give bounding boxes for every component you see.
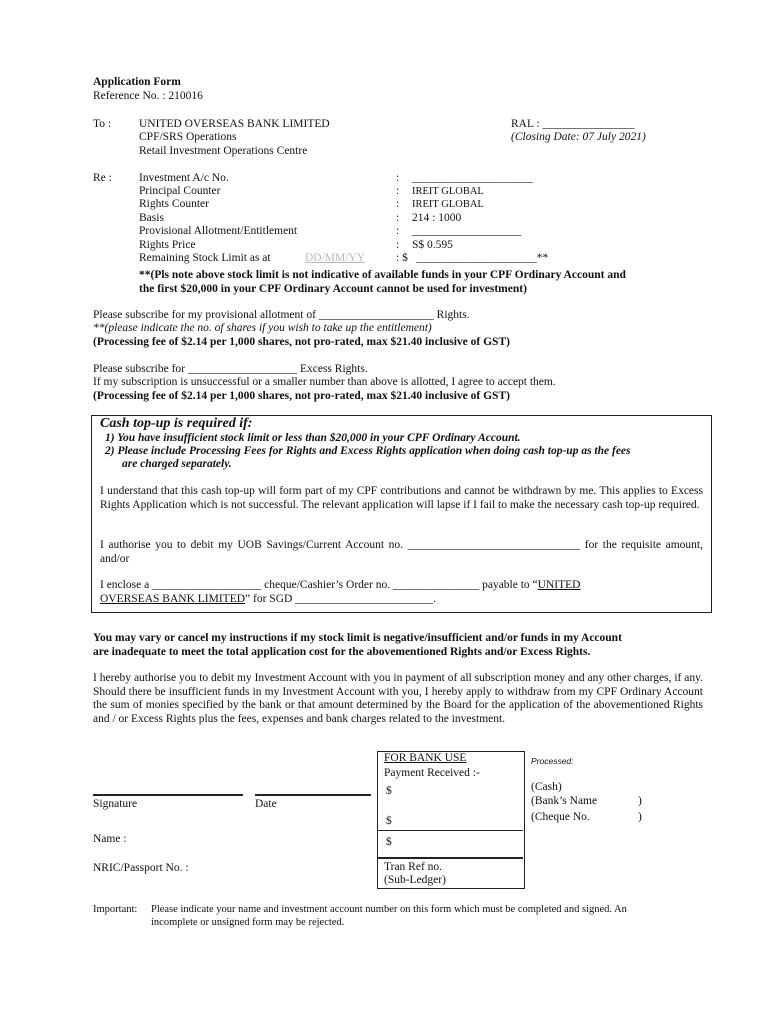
important-note: Please indicate your name and investment account number on this form which must be completed and signed. An [151,904,627,915]
important-label: Important: [93,904,138,915]
cash-topup-understanding: I understand that this cash top-up will form part of my CPF contributions and cannot be withdrawn by me. This applies to Excess Rights Application which is not successful. The relevant application will lapse if I fail to make the necessary cash top-up required. [100,485,703,511]
date-line[interactable] [255,794,371,796]
debit-authorisation-paragraph: I hereby authorise you to debit my Investment Account with you in payment of all subscription money and any other charges, if any. Should there be insufficient funds in my Investment Account with you, I hereby apply to withdraw from my CPF Ordinary Account the sum of monies specified by the bank or that amount determined by the Board for the application of the abovementioned Rights and / or Excess Rights plus the fees, expenses and bank charges related to the investment. [93,672,703,726]
stock-limit-date-field[interactable]: DD/MM/YY [304,252,366,264]
principal-counter-value: IREIT GLOBAL [412,186,484,197]
banks-name-close: ) [638,795,642,807]
debit-account-authorisation[interactable]: I authorise you to debit my UOB Savings/Current Account no. ______________________________ for the requisite amount, and/or [100,539,703,565]
re-row-colon: : [396,239,400,251]
re-row-colon: : [396,185,400,197]
cheque-enclosure-line[interactable] [100,579,704,593]
cheque-enclosure-text: I enclose a ___________________ cheque/Cashier’s Order no. _______________ payable to “ [100,579,538,591]
re-row-label: Provisional Allotment/Entitlement [139,225,298,237]
cash-amount-field[interactable]: $ [386,785,392,797]
bank-use-title [384,752,484,766]
re-row-colon: : [396,172,400,184]
date-label: Date [255,798,277,810]
cheque-enclosure-line-2[interactable] [100,593,436,607]
bank-use-divider [378,830,523,831]
payment-received-label: Payment Received :- [384,767,480,779]
cheque-no-close: ) [638,811,642,823]
re-row-colon: : [396,212,400,224]
tran-ref-label: Tran Ref no. [384,861,443,873]
re-label: Re : [93,172,112,184]
re-row-label: Investment A/c No. [139,172,229,184]
bank-name: UNITED OVERSEAS BANK LIMITED [139,118,330,130]
stock-limit-note-cont: the first $20,000 in your CPF Ordinary Account cannot be used for investment) [139,283,527,295]
stock-limit-label: Remaining Stock Limit as at [139,252,271,264]
re-row-label: Principal Counter [139,185,221,197]
basis-value: 214 : 1000 [412,212,462,224]
cheque-amount-field[interactable]: $ [386,815,392,827]
department: CPF/SRS Operations [139,131,237,143]
rights-subscribe-line: Please subscribe for my provisional allotment of ____________________ Rights. [93,309,470,321]
cash-label: (Cash) [531,781,562,793]
stock-limit-colon: : $ [396,252,408,264]
cash-topup-item-2-cont: are charged separately. [122,458,232,470]
re-row-label: Rights Counter [139,198,209,210]
vary-instructions: You may vary or cancel my instructions if my stock limit is negative/insufficient and/or funds in my Account [93,632,622,644]
payee-name: UNITED [537,579,581,591]
re-row-label: Basis [139,212,164,224]
stock-limit-note: **(Pls note above stock limit is not indicative of available funds in your CPF Ordinary Account and [139,269,626,281]
to-label: To : [93,118,112,130]
important-note-cont: incomplete or unsigned form may be rejected. [151,917,345,928]
closing-date: (Closing Date: 07 July 2021) [511,131,646,143]
nric-label: NRIC/Passport No. : [93,862,189,874]
form-title: Application Form [93,76,181,88]
name-label: Name : [93,833,127,845]
re-row-colon: : [396,225,400,237]
sgd-amount-field: ” for SGD ________________________. [245,593,437,605]
signature-label: Signature [93,798,138,810]
rights-instruction: **(please indicate the no. of shares if you wish to take up the entitlement) [93,322,432,334]
sub-ledger-label: (Sub-Ledger) [384,874,446,886]
ral-field[interactable]: RAL : ________________ [511,118,635,130]
rights-counter-value: IREIT GLOBAL [412,199,484,210]
cash-topup-item-2: 2) Please include Processing Fees for Rights and Excess Rights application when doing cash top-up as the fees [105,445,631,457]
reference-number: Reference No. : 210016 [93,90,203,102]
vary-instructions-cont: are inadequate to meet the total application cost for the abovementioned Rights and/or Excess Rights. [93,646,591,658]
rights-price-value: S$ 0.595 [412,239,453,251]
cash-topup-item-1: 1) You have insufficient stock limit or less than $20,000 in your CPF Ordinary Account. [105,432,521,444]
provisional-allotment-field[interactable]: ___________________ [412,225,522,237]
signature-line[interactable] [93,794,243,796]
excess-subscribe-line: Please subscribe for ___________________ Excess Rights. [93,363,368,375]
re-row-colon: : [396,198,400,210]
bank-use-title-text: FOR BANK USE [384,752,467,764]
re-row-label: Rights Price [139,239,196,251]
bank-use-divider-thick [378,857,523,859]
excess-accept-line: If my subscription is unsuccessful or a smaller number than above is allotted, I agree to accept them. [93,376,556,388]
stock-limit-amount-field[interactable]: _____________________** [416,252,549,264]
cash-topup-heading: Cash top-up is required if: [100,416,253,431]
banks-name-label: (Bank’s Name [531,795,598,807]
investment-account-field[interactable]: _____________________ [412,172,533,184]
processed-label: Processed: [531,756,574,766]
excess-processing-fee: (Processing fee of $2.14 per 1,000 shares, not pro-rated, max $21.40 inclusive of GST) [93,390,510,402]
operations-centre: Retail Investment Operations Centre [139,145,308,157]
payee-name-cont: OVERSEAS BANK LIMITED [100,593,246,605]
cheque-no-label: (Cheque No. [531,811,590,823]
total-amount-field[interactable]: $ [386,836,392,848]
rights-processing-fee: (Processing fee of $2.14 per 1,000 shares, not pro-rated, max $21.40 inclusive of GST) [93,336,510,348]
